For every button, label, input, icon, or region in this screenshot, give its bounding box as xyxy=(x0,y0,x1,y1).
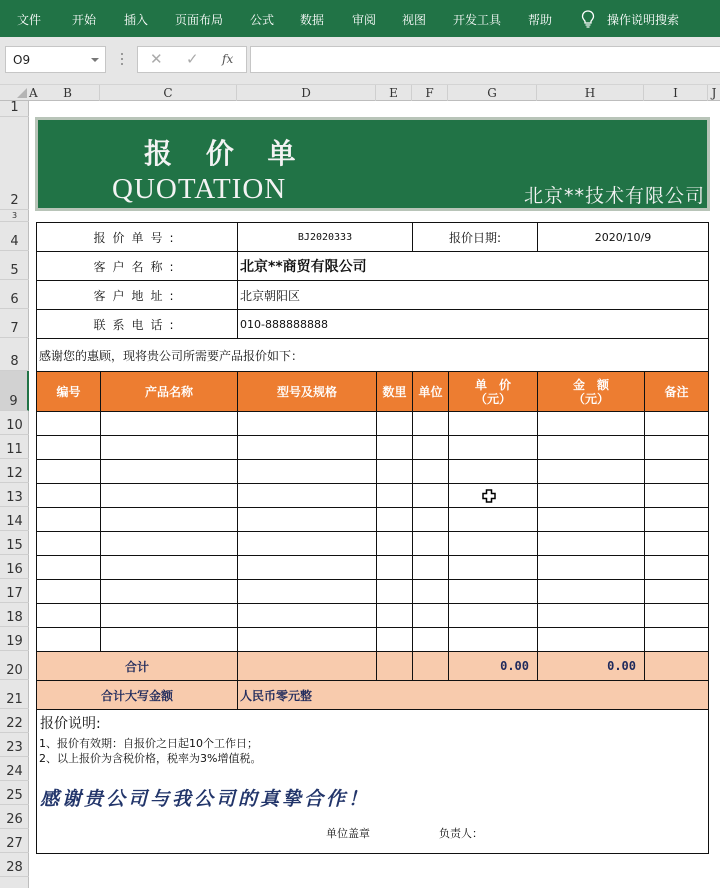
item-cell-model[interactable] xyxy=(237,507,377,532)
tab-formulas[interactable]: 公式 xyxy=(250,13,275,27)
item-cell-unit[interactable] xyxy=(412,579,449,604)
item-cell-unit-price[interactable] xyxy=(448,507,538,532)
total-upper-label[interactable]: 合计大写金额 xyxy=(36,680,238,710)
name-box[interactable] xyxy=(5,46,106,73)
header-no-label: 编号 xyxy=(56,384,81,399)
item-cell-qty[interactable] xyxy=(376,411,413,436)
banner-company: 北京**技术有限公司 xyxy=(523,185,705,207)
item-cell-unit[interactable] xyxy=(412,411,449,436)
item-cell-unit[interactable] xyxy=(412,507,449,532)
customer-address-value[interactable]: 北京朝阳区 xyxy=(237,280,709,310)
item-cell-no[interactable] xyxy=(36,603,101,628)
row-header-19[interactable]: 19 xyxy=(0,627,29,651)
stamp-label: 单位盖章 xyxy=(326,827,370,840)
quote-no-label[interactable]: 报价单号: xyxy=(36,222,238,252)
item-cell-unit-price[interactable] xyxy=(448,579,538,604)
item-cell-unit[interactable] xyxy=(412,531,449,556)
item-cell-qty[interactable] xyxy=(376,555,413,580)
row-header-14[interactable]: 14 xyxy=(0,507,29,531)
item-cell-no[interactable] xyxy=(36,483,101,508)
item-cell-remark[interactable] xyxy=(644,579,709,604)
item-cell-amount[interactable] xyxy=(537,411,645,436)
row-header-23[interactable]: 23 xyxy=(0,733,29,757)
item-cell-product-name[interactable] xyxy=(100,459,238,484)
col-header-g[interactable]: G xyxy=(448,85,537,101)
header-model-label: 型号及规格 xyxy=(276,384,337,399)
row-header-11[interactable]: 11 xyxy=(0,435,29,459)
item-cell-amount[interactable] xyxy=(537,627,645,652)
row-header-18[interactable]: 18 xyxy=(0,603,29,627)
quote-no-value[interactable]: BJ2020333 xyxy=(237,222,413,252)
header-qty[interactable] xyxy=(376,371,413,412)
item-cell-unit[interactable] xyxy=(412,603,449,628)
tab-data[interactable]: 数据 xyxy=(300,13,325,27)
row-headers xyxy=(0,101,29,888)
item-cell-model[interactable] xyxy=(237,627,377,652)
item-cell-product-name[interactable] xyxy=(100,603,238,628)
item-cell-unit-price[interactable] xyxy=(448,435,538,460)
tab-developer[interactable]: 开发工具 xyxy=(453,13,502,27)
tell-me-search[interactable]: 操作说明搜索 xyxy=(607,13,680,27)
row-header-21[interactable]: 21 xyxy=(0,680,29,709)
header-no[interactable] xyxy=(36,371,101,412)
insert-function-icon[interactable]: fx xyxy=(222,52,234,66)
chevron-down-icon[interactable] xyxy=(91,58,99,62)
tab-file[interactable]: 文件 xyxy=(17,13,42,27)
header-remark[interactable] xyxy=(644,371,709,412)
item-cell-model[interactable] xyxy=(237,603,377,628)
item-cell-product-name[interactable] xyxy=(100,627,238,652)
item-cell-amount[interactable] xyxy=(537,435,645,460)
formula-bar-area xyxy=(0,37,720,85)
col-header-d[interactable]: D xyxy=(237,85,376,101)
item-cell-amount[interactable] xyxy=(537,507,645,532)
item-cell-unit-price[interactable] xyxy=(448,627,538,652)
item-cell-remark[interactable] xyxy=(644,555,709,580)
row-header-6[interactable]: 6 xyxy=(0,280,29,309)
notes-line-1: 1、报价有效期：自报价之日起10个工作日； xyxy=(39,737,258,750)
item-cell-no[interactable] xyxy=(36,411,101,436)
header-unit[interactable] xyxy=(412,371,449,412)
banner-title-cn: 报 价 单 xyxy=(144,137,308,170)
item-cell-model[interactable] xyxy=(237,483,377,508)
total-unit-price[interactable]: 0.00 xyxy=(448,651,538,681)
cell-cursor-icon xyxy=(482,489,496,503)
customer-name-value[interactable]: 北京**商贸有限公司 xyxy=(237,251,709,281)
title-banner[interactable] xyxy=(35,117,710,211)
item-cell-unit[interactable] xyxy=(412,627,449,652)
row-header-2[interactable]: 2 xyxy=(0,117,29,210)
total-unit-cell[interactable] xyxy=(412,651,449,681)
item-cell-model[interactable] xyxy=(237,579,377,604)
notes-line-2: 2、以上报价为含税价格，税率为3%增值税。 xyxy=(39,752,262,765)
total-model-cell[interactable] xyxy=(237,651,377,681)
col-header-h[interactable]: H xyxy=(537,85,644,101)
item-cell-unit-price[interactable] xyxy=(448,411,538,436)
item-cell-remark[interactable] xyxy=(644,531,709,556)
header-qty-label: 数里 xyxy=(382,384,407,399)
total-amount[interactable]: 0.00 xyxy=(537,651,645,681)
item-cell-amount[interactable] xyxy=(537,459,645,484)
header-unit-price-label: 单 价 xyxy=(474,377,511,392)
header-product-name[interactable] xyxy=(100,371,238,412)
item-cell-amount[interactable] xyxy=(537,603,645,628)
phone-label[interactable]: 联系电话: xyxy=(36,309,238,339)
item-cell-unit[interactable] xyxy=(412,435,449,460)
lightbulb-icon[interactable] xyxy=(581,10,595,28)
row-header-26[interactable]: 26 xyxy=(0,805,29,829)
item-cell-qty[interactable] xyxy=(376,603,413,628)
row-header-3[interactable]: 3 xyxy=(0,210,29,222)
header-remark-label: 备注 xyxy=(664,384,689,399)
tab-view[interactable]: 视图 xyxy=(402,13,427,27)
ribbon xyxy=(0,0,720,37)
item-cell-qty[interactable] xyxy=(376,627,413,652)
phone-value[interactable]: 010-888888888 xyxy=(237,309,709,339)
intro-text[interactable]: 感谢您的惠顾，现将贵公司所需要产品报价如下： xyxy=(36,338,709,372)
item-cell-model[interactable] xyxy=(237,459,377,484)
total-upper-value[interactable]: 人民币零元整 xyxy=(237,680,709,710)
item-cell-qty[interactable] xyxy=(376,579,413,604)
row-header-16[interactable]: 16 xyxy=(0,555,29,579)
item-cell-amount[interactable] xyxy=(537,483,645,508)
item-cell-unit[interactable] xyxy=(412,555,449,580)
tab-page-layout[interactable]: 页面布局 xyxy=(175,13,224,27)
item-cell-product-name[interactable] xyxy=(100,435,238,460)
notes-box[interactable] xyxy=(36,709,709,854)
col-header-f[interactable]: F xyxy=(412,85,448,101)
responsible-label: 负责人： xyxy=(439,827,483,840)
quote-date-label[interactable]: 报价日期: xyxy=(412,222,538,252)
row-header-4[interactable]: 4 xyxy=(0,222,29,251)
tab-review[interactable]: 审阅 xyxy=(352,13,377,27)
item-cell-remark[interactable] xyxy=(644,411,709,436)
item-cell-unit-price[interactable] xyxy=(448,603,538,628)
header-model[interactable] xyxy=(237,371,377,412)
enter-icon[interactable]: ✓ xyxy=(186,50,199,68)
row-header-27[interactable]: 27 xyxy=(0,829,29,853)
item-cell-model[interactable] xyxy=(237,411,377,436)
tab-help[interactable]: 帮助 xyxy=(528,13,553,27)
row-header-9[interactable]: 9 xyxy=(0,371,29,411)
formula-input[interactable] xyxy=(250,46,720,73)
tab-home[interactable]: 开始 xyxy=(72,13,97,27)
banner-title-en: QUOTATION xyxy=(112,173,287,205)
row-header-28[interactable]: 28 xyxy=(0,853,29,877)
row-header-25[interactable]: 25 xyxy=(0,781,29,805)
total-qty-cell[interactable] xyxy=(376,651,413,681)
row-header-24[interactable]: 24 xyxy=(0,757,29,781)
item-cell-product-name[interactable] xyxy=(100,531,238,556)
item-cell-unit[interactable] xyxy=(412,483,449,508)
row-header-17[interactable]: 17 xyxy=(0,579,29,603)
item-cell-no[interactable] xyxy=(36,435,101,460)
header-unit-price-currency: （元） xyxy=(474,391,511,406)
item-cell-qty[interactable] xyxy=(376,483,413,508)
col-header-j[interactable]: J xyxy=(711,86,717,100)
item-cell-model[interactable] xyxy=(237,435,377,460)
col-header-i[interactable]: I xyxy=(644,85,708,101)
total-label[interactable]: 合计 xyxy=(36,651,238,681)
header-amount-currency: （元） xyxy=(572,391,609,406)
item-cell-no[interactable] xyxy=(36,531,101,556)
header-product-name-label: 产品名称 xyxy=(144,384,193,399)
item-cell-amount[interactable] xyxy=(537,579,645,604)
total-remark-cell[interactable] xyxy=(644,651,709,681)
header-amount-label: 金 额 xyxy=(572,377,609,392)
thanks-text: 感谢贵公司与我公司的真挚合作！ xyxy=(40,788,371,810)
row-header-7[interactable]: 7 xyxy=(0,309,29,338)
customer-address-label[interactable]: 客户地址: xyxy=(36,280,238,310)
item-cell-product-name[interactable] xyxy=(100,411,238,436)
row-header-12[interactable]: 12 xyxy=(0,459,29,483)
row-header-15[interactable]: 15 xyxy=(0,531,29,555)
item-cell-unit-price[interactable] xyxy=(448,555,538,580)
row-header-5[interactable]: 5 xyxy=(0,251,29,280)
tab-insert[interactable]: 插入 xyxy=(124,13,149,27)
item-cell-remark[interactable] xyxy=(644,459,709,484)
row-header-20[interactable]: 20 xyxy=(0,651,29,680)
row-header-1[interactable]: 1 xyxy=(0,101,29,117)
item-cell-remark[interactable] xyxy=(644,435,709,460)
customer-name-label[interactable]: 客户名称: xyxy=(36,251,238,281)
item-cell-product-name[interactable] xyxy=(100,579,238,604)
item-cell-qty[interactable] xyxy=(376,507,413,532)
drag-handle-icon[interactable] xyxy=(121,53,123,67)
item-cell-qty[interactable] xyxy=(376,459,413,484)
item-cell-remark[interactable] xyxy=(644,603,709,628)
header-unit-label: 单位 xyxy=(418,384,443,399)
col-header-e[interactable]: E xyxy=(376,85,412,101)
formula-buttons xyxy=(137,46,247,73)
item-cell-model[interactable] xyxy=(237,531,377,556)
row-header-8[interactable]: 8 xyxy=(0,338,29,371)
item-cell-remark[interactable] xyxy=(644,507,709,532)
row-header-10[interactable]: 10 xyxy=(0,411,29,435)
row-header-22[interactable]: 22 xyxy=(0,709,29,733)
item-cell-remark[interactable] xyxy=(644,483,709,508)
item-cell-no[interactable] xyxy=(36,555,101,580)
item-cell-model[interactable] xyxy=(237,555,377,580)
item-cell-remark[interactable] xyxy=(644,627,709,652)
worksheet-grid[interactable] xyxy=(30,101,720,888)
col-header-b[interactable]: B xyxy=(36,85,100,101)
item-cell-product-name[interactable] xyxy=(100,483,238,508)
col-header-a[interactable]: A xyxy=(29,86,38,100)
item-cell-qty[interactable] xyxy=(376,435,413,460)
item-cell-amount[interactable] xyxy=(537,555,645,580)
header-amount[interactable] xyxy=(537,371,645,412)
item-cell-amount[interactable] xyxy=(537,531,645,556)
name-box-value: O9 xyxy=(13,53,31,67)
item-cell-qty[interactable] xyxy=(376,531,413,556)
col-header-c[interactable]: C xyxy=(100,85,237,101)
item-cell-no[interactable] xyxy=(36,507,101,532)
item-cell-no[interactable] xyxy=(36,459,101,484)
cancel-icon[interactable]: ✕ xyxy=(150,50,163,68)
item-cell-unit-price[interactable] xyxy=(448,531,538,556)
item-cell-no[interactable] xyxy=(36,627,101,652)
header-unit-price[interactable] xyxy=(448,371,538,412)
quote-date-value[interactable]: 2020/10/9 xyxy=(537,222,709,252)
item-cell-unit-price[interactable] xyxy=(448,459,538,484)
row-header-13[interactable]: 13 xyxy=(0,483,29,507)
item-cell-product-name[interactable] xyxy=(100,555,238,580)
notes-title: 报价说明: xyxy=(40,716,101,732)
column-headers xyxy=(0,85,720,101)
select-all-icon[interactable] xyxy=(17,88,27,98)
item-cell-unit[interactable] xyxy=(412,459,449,484)
item-cell-no[interactable] xyxy=(36,579,101,604)
item-cell-product-name[interactable] xyxy=(100,507,238,532)
